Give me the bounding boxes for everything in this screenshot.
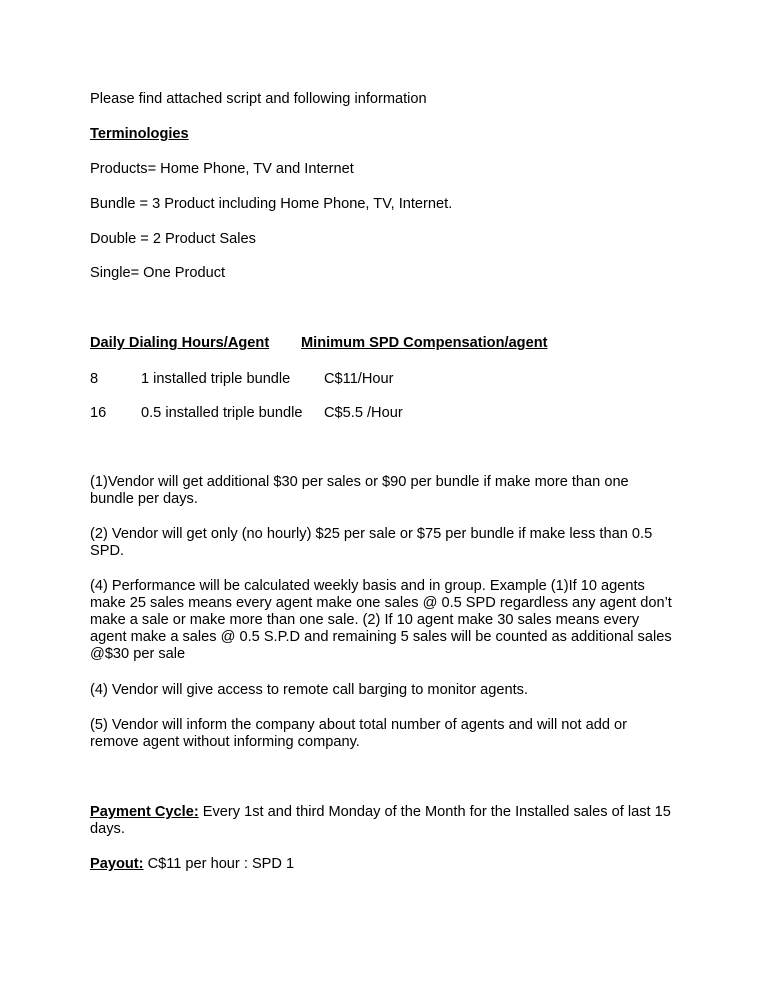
- payout-paragraph: [90, 856, 294, 873]
- terminologies-heading: Terminologies: [90, 126, 189, 142]
- table-header-hours: Daily Dialing Hours/Agent: [90, 335, 270, 351]
- terminology-item: Single= One Product: [90, 265, 226, 281]
- terminology-item: Bundle = 3 Product including Home Phone, TV, Internet.: [90, 196, 453, 212]
- condition-paragraph: (5) Vendor will inform the company about total number of agents and will not add or remove agent without informing company.: [90, 717, 628, 750]
- table-cell-compensation: C$11/Hour: [324, 371, 394, 387]
- table-cell-hours: 16: [90, 405, 107, 421]
- table-cell-spd: 1 installed triple bundle: [141, 371, 291, 387]
- condition-paragraph: (1)Vendor will get additional $30 per sales or $90 per bundle if make more than one bundle per days.: [90, 474, 629, 507]
- payout-label: Payout:: [90, 856, 144, 872]
- table-cell-compensation: C$5.5 /Hour: [324, 405, 403, 421]
- payout-text: C$11 per hour : SPD 1: [143, 856, 295, 872]
- payment-cycle-text: Every 1st and third Monday of the Month for the Installed sales of last 15 days.: [90, 804, 671, 837]
- payment-cycle-paragraph: [90, 804, 675, 838]
- terminology-item: Double = 2 Product Sales: [90, 231, 256, 247]
- table-header-compensation: Minimum SPD Compensation/agent: [301, 335, 548, 351]
- condition-paragraph: (4) Performance will be calculated weekly basis and in group. Example (1)If 10 agents make 25 sales means every agent make one sales @ 0.5 SPD regardless any agent don’t make a sale or make more than one sale. (2) If 10 agent make 30 sales means every agent make a sales @ 0.5 S.P.D and remaining 5 sales will be counted as additional sales @$30 per sale: [90, 578, 672, 662]
- table-cell-spd: 0.5 installed triple bundle: [141, 405, 303, 421]
- table-cell-hours: 8: [90, 371, 99, 387]
- condition-paragraph: (4) Vendor will give access to remote call barging to monitor agents.: [90, 682, 529, 698]
- condition-paragraph: (2) Vendor will get only (no hourly) $25 per sale or $75 per bundle if make less than 0.5 SPD.: [90, 526, 653, 559]
- payment-cycle-label: Payment Cycle:: [90, 804, 199, 820]
- terminology-item: Products= Home Phone, TV and Internet: [90, 161, 354, 177]
- intro-text: Please find attached script and following information: [90, 91, 427, 107]
